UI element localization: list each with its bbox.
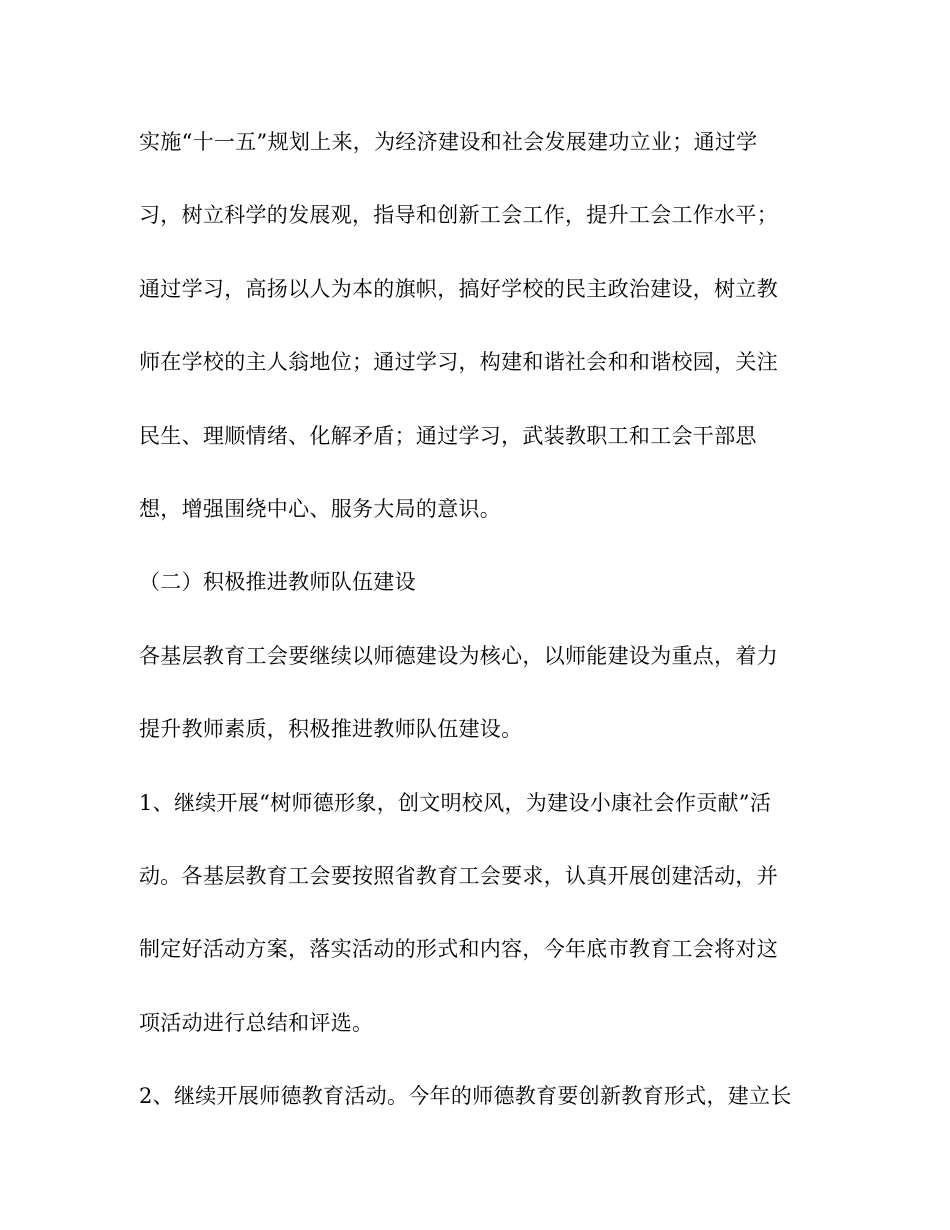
list-item-1-line-1: 1、继续开展“树师德形象，创文明校风，为建设小康社会作贡献”活 bbox=[139, 790, 772, 815]
section-heading: （二）积极推进教师队伍建设 bbox=[139, 570, 416, 595]
list-item-1-line-3: 制定好活动方案，落实活动的形式和内容，今年底市教育工会将对这 bbox=[139, 937, 778, 962]
text-line-9: 提升教师素质，积极推进教师队伍建设。 bbox=[139, 717, 523, 742]
text-line-8: 各基层教育工会要继续以师德建设为核心，以师能建设为重点，着力 bbox=[139, 643, 778, 668]
text-line-4: 师在学校的主人翁地位；通过学习，构建和谐社会和和谐校园，关注 bbox=[139, 350, 778, 375]
text-line-2: 习，树立科学的发展观，指导和创新工会工作，提升工会工作水平； bbox=[139, 203, 778, 228]
text-line-6: 想，增强围绕中心、服务大局的意识。 bbox=[139, 496, 502, 521]
list-item-1-line-2: 动。各基层教育工会要按照省教育工会要求，认真开展创建活动，并 bbox=[139, 863, 778, 888]
list-item-1-line-4: 项活动进行总结和评选。 bbox=[139, 1010, 374, 1035]
text-line-3: 通过学习，高扬以人为本的旗帜，搞好学校的民主政治建设，树立教 bbox=[139, 276, 778, 301]
text-line-5: 民生、理顺情绪、化解矛盾；通过学习，武装教职工和工会干部思 bbox=[139, 423, 757, 448]
document-body bbox=[139, 122, 819, 1149]
text-line-1: 实施“十一五”规划上来，为经济建设和社会发展建功立业；通过学 bbox=[139, 130, 758, 154]
list-item-2-line-1: 2、继续开展师德教育活动。今年的师德教育要创新教育形式，建立长 bbox=[139, 1084, 792, 1109]
